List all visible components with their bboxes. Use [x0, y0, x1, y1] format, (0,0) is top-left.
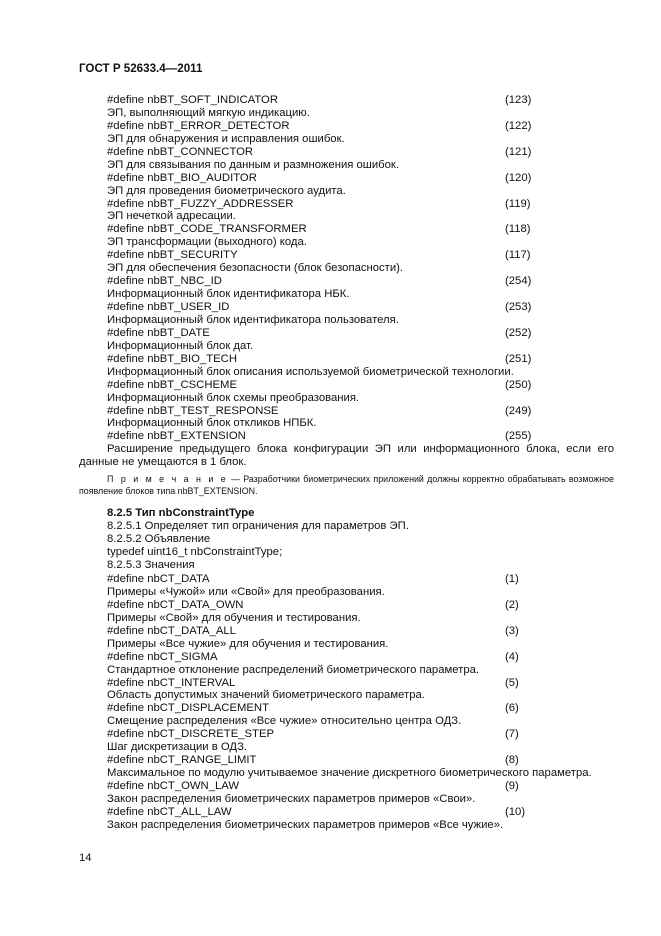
block-type-text: #define nbBT_SECURITY [107, 249, 238, 262]
constraint-type-value: (1) [505, 573, 519, 585]
section-8-2-5 [107, 507, 611, 572]
block-type-text: Информационный блок откликов НПБК. [107, 417, 317, 430]
block-type-line [107, 417, 611, 430]
constraint-type-text: Максимальное по модулю учитываемое значение дискретного биометрического параметра. [107, 767, 592, 780]
block-type-line [107, 430, 611, 443]
block-type-text: Информационный блок описания используемой биометрической технологии. [107, 365, 514, 378]
block-type-line [107, 379, 611, 392]
constraint-type-value: (7) [505, 728, 519, 741]
document-header: ГОСТ Р 52633.4—2011 [79, 62, 203, 75]
block-type-text: Информационный блок схемы преобразования. [107, 391, 360, 404]
constraint-type-line [107, 664, 611, 677]
constraint-type-line [107, 702, 611, 715]
block-type-value: (254) [505, 275, 532, 288]
block-type-value: (252) [505, 326, 532, 339]
constraint-type-line [107, 793, 611, 806]
constraint-type-text: #define nbCT_DISPLACEMENT [107, 702, 269, 715]
block-type-value: (250) [505, 378, 532, 391]
block-type-line [107, 236, 611, 249]
block-type-line [107, 172, 611, 185]
constraint-type-line [107, 638, 611, 651]
page-number: 14 [79, 852, 92, 864]
block-type-line [107, 133, 611, 146]
block-type-value: (120) [505, 171, 532, 184]
constraint-type-value: (8) [505, 754, 519, 767]
constraint-type-line [107, 806, 611, 819]
section-heading: 8.2.5 Тип nbConstraintType [107, 507, 255, 519]
constraint-type-line [107, 625, 611, 638]
block-type-line [107, 159, 611, 172]
block-type-line [107, 392, 611, 405]
section-line: 8.2.5.3 Значения [107, 558, 195, 571]
block-type-text: #define nbBT_TEST_RESPONSE [107, 404, 279, 417]
constraint-type-text: Примеры «Все чужие» для обучения и тестирования. [107, 637, 389, 650]
block-type-value: (253) [505, 301, 532, 313]
block-type-line [107, 185, 611, 198]
block-type-text: ЭП для связывания по данным и размножения ошибок. [107, 158, 399, 171]
constraint-type-line [107, 819, 611, 832]
constraint-type-line [107, 677, 611, 690]
constraint-type-line [107, 741, 611, 754]
constraint-type-text: #define nbCT_INTERVAL [107, 676, 236, 689]
constraint-type-line [107, 780, 611, 793]
block-type-text: #define nbBT_CONNECTOR [107, 145, 254, 158]
block-type-line [107, 314, 611, 327]
block-type-text: Информационный блок дат. [107, 339, 254, 352]
constraint-type-value: (10) [505, 805, 526, 818]
block-type-text: #define nbBT_ERROR_DETECTOR [107, 119, 290, 132]
constraint-type-text: Примеры «Чужой» или «Свой» для преобразования. [107, 585, 385, 598]
block-type-line [107, 405, 611, 418]
extension-paragraph: Расширение предыдущего блока конфигурации ЭП или информационного блока, если его данные не умещаются в 1 блок. [79, 443, 614, 468]
constraint-type-line [107, 599, 611, 612]
block-type-value: (249) [505, 404, 532, 417]
constraint-type-text: Смещение распределения «Все чужие» относительно центра ОДЗ. [107, 715, 462, 728]
block-type-text: ЭП для обнаружения и исправления ошибок. [107, 132, 345, 145]
block-type-line [107, 366, 611, 379]
block-type-value: (118) [505, 223, 531, 236]
block-type-text: ЭП для проведения биометрического аудита. [107, 184, 346, 197]
block-type-text: #define nbBT_NBC_ID [107, 275, 222, 288]
constraint-type-value: (9) [505, 780, 519, 792]
constraint-type-text: #define nbCT_RANGE_LIMIT [107, 754, 257, 767]
constraint-type-line [107, 651, 611, 664]
block-type-text: #define nbBT_SOFT_INDICATOR [107, 94, 278, 106]
constraint-type-line [107, 586, 611, 599]
constraint-type-line [107, 754, 611, 767]
note-label: П р и м е ч а н и е [107, 474, 228, 484]
block-type-text: ЭП нечеткой адресации. [107, 210, 236, 223]
constraint-type-text: Примеры «Свой» для обучения и тестирования. [107, 611, 361, 624]
block-type-line [107, 107, 611, 120]
block-type-line [107, 249, 611, 262]
block-type-value: (251) [505, 352, 532, 365]
block-type-text: #define nbBT_USER_ID [107, 301, 230, 313]
section-line: 8.2.5.2 Объявление [107, 532, 211, 545]
block-type-line [107, 262, 611, 275]
constraint-type-value: (2) [505, 598, 519, 611]
constraint-type-value: (3) [505, 624, 519, 637]
block-type-value: (121) [505, 145, 532, 158]
block-type-text: Информационный блок идентификатора НБК. [107, 288, 350, 301]
block-type-line [107, 301, 611, 314]
constraint-type-text: #define nbCT_OWN_LAW [107, 780, 240, 792]
constraint-type-value: (5) [505, 676, 519, 689]
block-type-text: #define nbBT_EXTENSION [107, 430, 246, 443]
section-line: 8.2.5.1 Определяет тип ограничения для параметров ЭП. [107, 519, 409, 532]
block-type-line [107, 353, 611, 366]
constraint-type-text: Закон распределения биометрических параметров примеров «Свои». [107, 792, 476, 805]
block-type-text: ЭП трансформации (выходного) кода. [107, 236, 307, 249]
constraint-type-value: (4) [505, 650, 519, 663]
constraint-type-text: #define nbCT_DISCRETE_STEP [107, 728, 275, 741]
note-paragraph [79, 474, 614, 497]
block-type-line [107, 275, 611, 288]
constraint-type-text: Стандартное отклонение распределений биометрического параметра. [107, 663, 480, 676]
block-type-value: (123) [505, 94, 532, 106]
block-type-text: #define nbBT_FUZZY_ADDRESSER [107, 197, 294, 210]
block-type-text: #define nbBT_BIO_AUDITOR [107, 171, 257, 184]
block-type-value: (117) [505, 249, 531, 262]
constraint-type-line [107, 689, 611, 702]
section-line: typedef uint16_t nbConstraintType; [107, 545, 283, 558]
constraint-type-text: #define nbCT_SIGMA [107, 650, 218, 663]
constraint-type-value: (6) [505, 702, 519, 715]
block-type-line [107, 210, 611, 223]
block-type-text: #define nbBT_CSCHEME [107, 378, 237, 391]
block-type-line [107, 327, 611, 340]
block-type-text: #define nbBT_CODE_TRANSFORMER [107, 223, 307, 236]
constraint-type-text: Закон распределения биометрических параметров примеров «Все чужие». [107, 818, 504, 831]
block-type-value: (255) [505, 430, 532, 443]
block-type-text: Информационный блок идентификатора пользователя. [107, 313, 399, 326]
block-type-list [107, 94, 611, 443]
block-type-line [107, 223, 611, 236]
block-type-line [107, 198, 611, 211]
block-type-line [107, 340, 611, 353]
constraint-type-text: #define nbCT_DATA [107, 573, 210, 585]
block-type-line [107, 94, 611, 107]
block-type-line [107, 120, 611, 133]
constraint-type-text: #define nbCT_ALL_LAW [107, 805, 232, 818]
block-type-value: (122) [505, 119, 532, 132]
block-type-value: (119) [505, 197, 531, 210]
constraint-type-line [107, 573, 611, 586]
constraint-type-text: #define nbCT_DATA_ALL [107, 624, 236, 637]
constraint-type-line [107, 767, 611, 780]
constraint-type-text: Область допустимых значений биометрического параметра. [107, 689, 425, 702]
block-type-text: #define nbBT_BIO_TECH [107, 352, 237, 365]
constraint-type-line [107, 612, 611, 625]
constraint-type-list [107, 573, 611, 832]
constraint-type-text: Шаг дискретизации в ОДЗ. [107, 741, 248, 754]
block-type-line [107, 146, 611, 159]
note-text: — Разработчики биометрических приложений должны корректно обрабатывать возможное появление блоков типа nbBT_EXTENSION. [79, 474, 614, 496]
constraint-type-line [107, 728, 611, 741]
constraint-type-text: #define nbCT_DATA_OWN [107, 598, 244, 611]
constraint-type-line [107, 715, 611, 728]
block-type-text: ЭП, выполняющий мягкую индикацию. [107, 106, 310, 119]
block-type-text: ЭП для обеспечения безопасности (блок безопасности). [107, 262, 404, 275]
block-type-text: #define nbBT_DATE [107, 326, 210, 339]
block-type-line [107, 288, 611, 301]
